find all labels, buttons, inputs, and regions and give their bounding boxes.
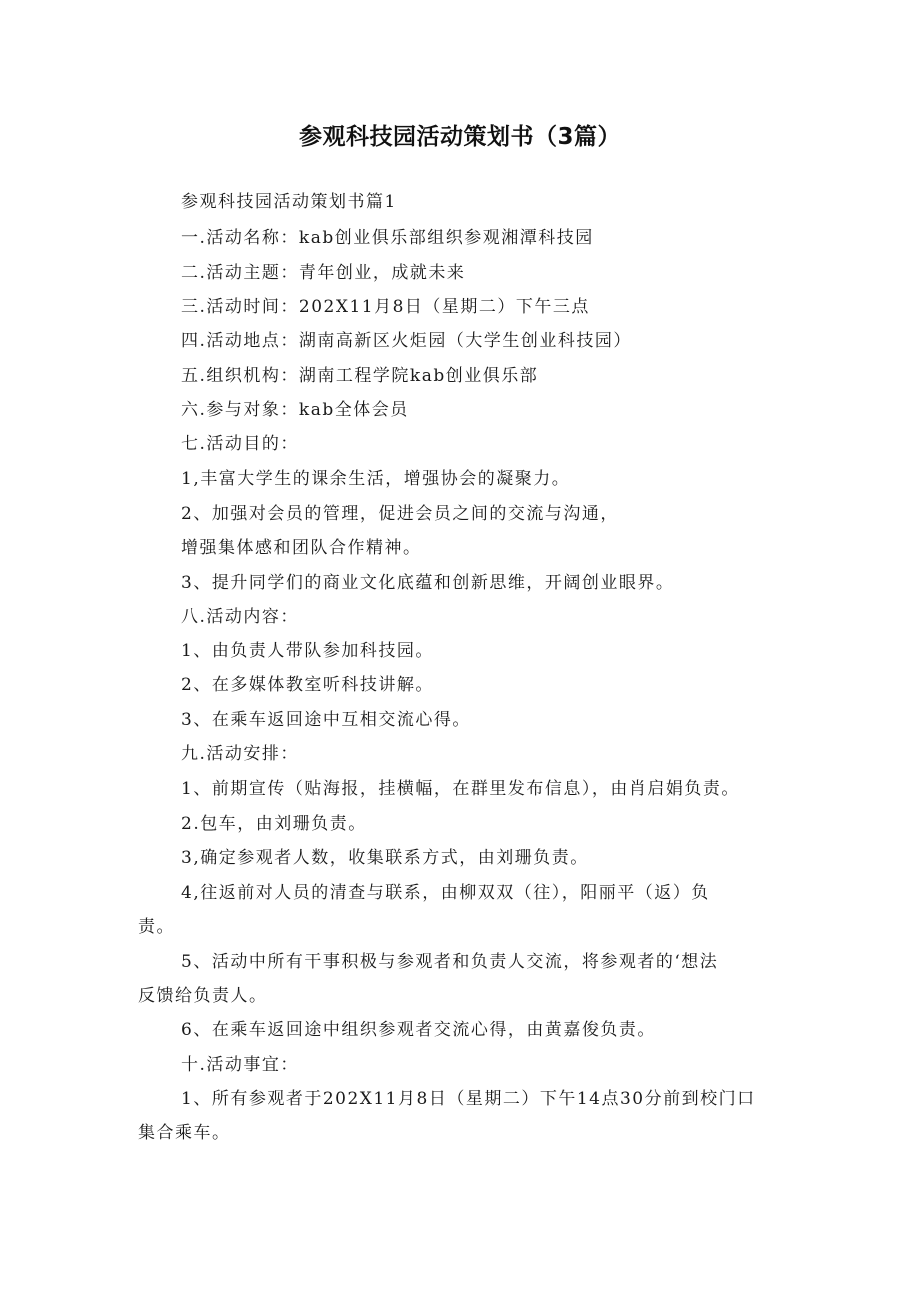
document-title: 参观科技园活动策划书（3篇） bbox=[298, 124, 621, 150]
text-line: 参观科技园活动策划书篇1 bbox=[181, 192, 397, 212]
text-line: 1,丰富大学生的课余生活，增强协会的凝聚力。 bbox=[181, 469, 571, 489]
text-line: 1、前期宣传（贴海报，挂横幅，在群里发布信息），由肖启娟负责。 bbox=[181, 779, 740, 799]
text-line: 3、提升同学们的商业文化底蕴和创新思维，开阔创业眼界。 bbox=[181, 573, 675, 593]
text-line: 五.组织机构：湖南工程学院kab创业俱乐部 bbox=[181, 366, 539, 386]
text-line: 1、由负责人带队参加科技园。 bbox=[181, 641, 434, 661]
text-line: 二.活动主题：青年创业，成就未来 bbox=[181, 263, 466, 283]
text-line: 反馈给负责人。 bbox=[138, 986, 268, 1006]
text-line: 5、活动中所有干事积极与参观者和负责人交流，将参观者的‘想法 bbox=[181, 952, 719, 972]
text-line: 增强集体感和团队合作精神。 bbox=[181, 538, 422, 558]
text-line: 七.活动目的： bbox=[181, 434, 299, 454]
text-line: 2.包车，由刘珊负责。 bbox=[181, 814, 367, 834]
text-line: 十.活动事宜： bbox=[181, 1055, 299, 1075]
text-line: 八.活动内容： bbox=[181, 607, 299, 627]
text-line: 一.活动名称：kab创业俱乐部组织参观湘潭科技园 bbox=[181, 228, 594, 248]
text-line: 3、在乘车返回途中互相交流心得。 bbox=[181, 710, 471, 730]
text-line: 4,往返前对人员的清查与联系，由柳双双（往），阳丽平（返）负 bbox=[181, 883, 710, 903]
text-line: 2、在多媒体教室听科技讲解。 bbox=[181, 675, 434, 695]
text-line: 九.活动安排： bbox=[181, 744, 299, 764]
text-line: 1、所有参观者于202X11月8日（星期二）下午14点30分前到校门口 bbox=[181, 1089, 756, 1109]
text-line: 责。 bbox=[138, 917, 175, 937]
text-line: 2、加强对会员的管理，促进会员之间的交流与沟通， bbox=[181, 504, 619, 524]
text-line: 6、在乘车返回途中组织参观者交流心得，由黄嘉俊负责。 bbox=[181, 1020, 656, 1040]
text-line: 集合乘车。 bbox=[138, 1123, 231, 1143]
text-line: 六.参与对象：kab全体会员 bbox=[181, 400, 409, 420]
text-line: 三.活动时间：202X11月8日（星期二）下午三点 bbox=[181, 297, 590, 317]
text-line: 四.活动地点：湖南高新区火炬园（大学生创业科技园） bbox=[181, 331, 632, 351]
text-line: 3,确定参观者人数，收集联系方式，由刘珊负责。 bbox=[181, 848, 589, 868]
